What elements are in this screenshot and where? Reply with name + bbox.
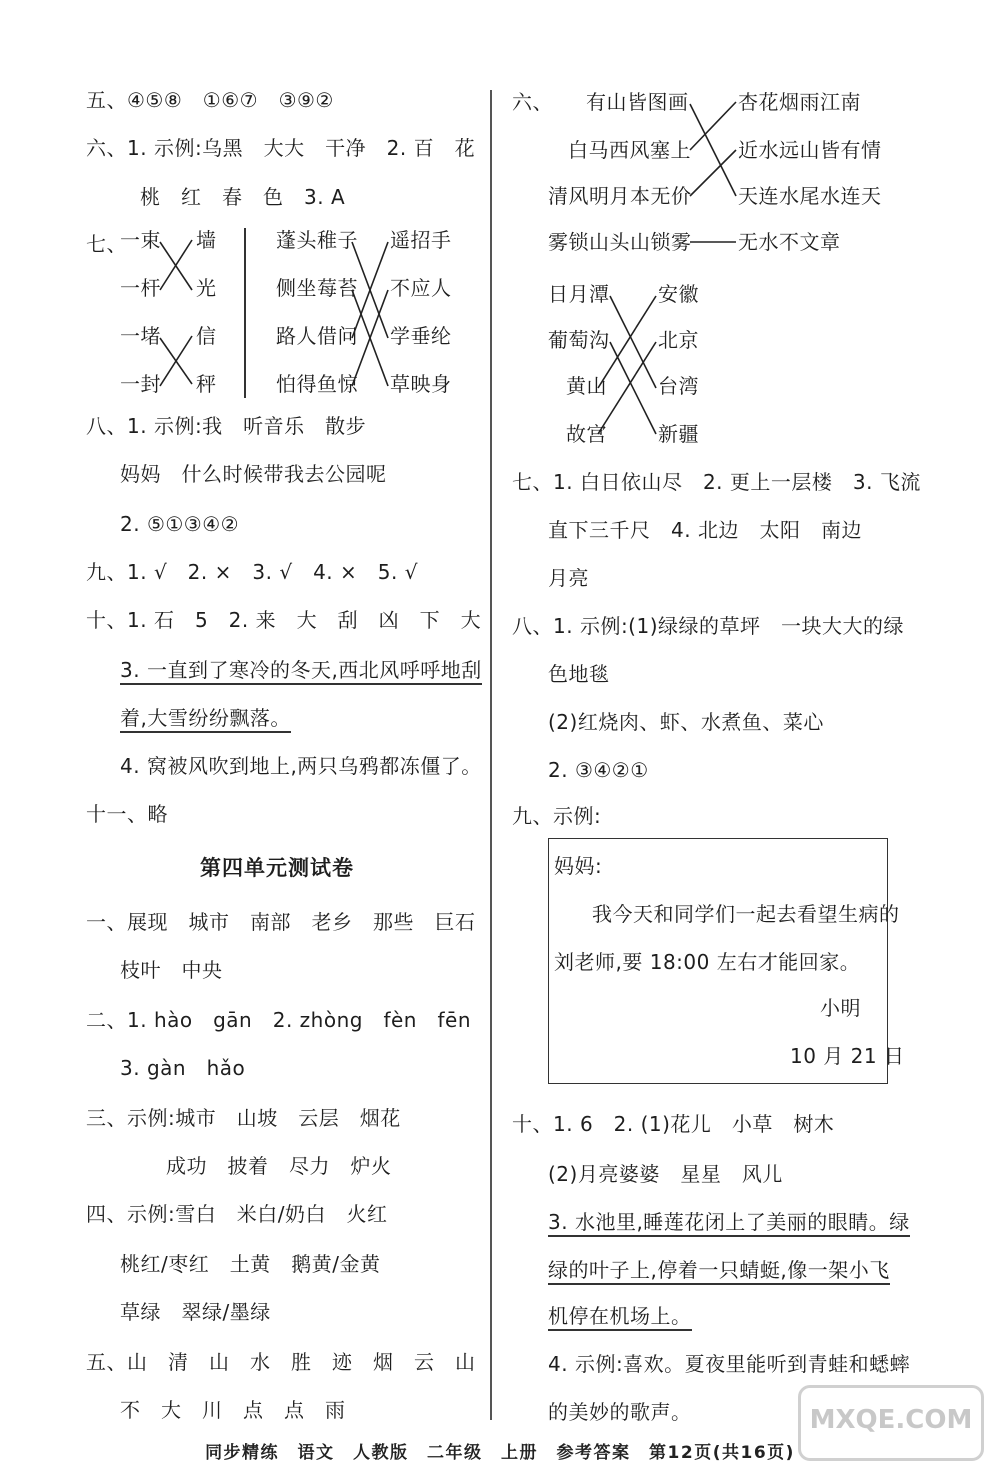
r7-line1: 七、1. 白日依山尽 2. 更上一层楼 3. 飞流 xyxy=(512,470,921,494)
note-body-line2: 刘老师,要 18:00 左右才能回家。 xyxy=(554,950,861,974)
q7-label: 七、 xyxy=(86,232,127,256)
r6-place-item: 故宫 xyxy=(566,422,607,446)
note-greeting: 妈妈: xyxy=(554,854,603,878)
unit-q5-line1: 五、山 清 山 水 胜 迹 烟 云 山 xyxy=(86,1350,476,1374)
q11-answer: 十一、略 xyxy=(86,802,168,826)
r10-line1: 十、1. 6 2. (1)花儿 小草 树木 xyxy=(512,1112,835,1136)
r6-right-item: 天连水尾水连天 xyxy=(738,184,882,208)
r8-line4: 2. ③④②① xyxy=(548,758,649,782)
unit-q3-line2: 成功 披着 尽力 炉火 xyxy=(166,1154,392,1178)
r6-label: 六、 xyxy=(512,90,553,114)
r6-right-item: 无水不文章 xyxy=(738,230,841,254)
r6-province-item: 新疆 xyxy=(658,422,699,446)
unit-q1-line2: 枝叶 中央 xyxy=(120,958,223,982)
underlined-sentence: 3. 水池里,睡莲花闭上了美丽的眼睛。绿 xyxy=(548,1210,910,1237)
match-line xyxy=(598,342,656,434)
match-line xyxy=(598,296,656,388)
r10-line7: 的美妙的歌声。 xyxy=(548,1400,692,1424)
q8-answer-line1: 八、1. 示例:我 听音乐 散步 xyxy=(86,414,367,438)
q7-left-item: 一束 xyxy=(120,228,161,252)
r6-place-item: 黄山 xyxy=(566,374,607,398)
unit-q5-line2: 不 大 川 点 点 雨 xyxy=(120,1398,346,1422)
r6-left-item: 雾锁山头山锁雾 xyxy=(548,230,692,254)
unit-q3-line1: 三、示例:城市 山坡 云层 烟花 xyxy=(86,1106,401,1130)
q7-poem-right: 遥招手 xyxy=(390,228,452,252)
q7-right-item: 秤 xyxy=(196,372,217,396)
underlined-sentence: 3. 一直到了寒冷的冬天,西北风呼呼地刮 xyxy=(120,658,482,685)
r8-line2: 色地毯 xyxy=(548,662,610,686)
unit-q4-line2: 桃红/枣红 土黄 鹅黄/金黄 xyxy=(120,1252,381,1276)
q6-answer-line2: 桃 红 春 色 3. A xyxy=(140,185,346,209)
r8-line1: 八、1. 示例:(1)绿绿的草坪 一块大大的绿 xyxy=(512,614,905,638)
match-line-hidden xyxy=(690,196,736,242)
r10-line6: 4. 示例:喜欢。夏夜里能听到青蛙和蟋蟀 xyxy=(548,1352,911,1376)
note-date: 10 月 21 日 xyxy=(790,1044,905,1068)
unit-title: 第四单元测试卷 xyxy=(200,856,354,880)
r8-line3: (2)红烧肉、虾、水煮鱼、菜心 xyxy=(548,710,824,734)
q7-poem-left: 蓬头稚子 xyxy=(276,228,358,252)
r6-left-item: 有山皆图画 xyxy=(586,90,689,114)
q7-poem-left: 怕得鱼惊 xyxy=(276,372,358,396)
q10-answer-line1: 十、1. 石 5 2. 来 大 刮 凶 下 大 xyxy=(86,608,482,632)
q7-poem-left: 侧坐莓苔 xyxy=(276,276,358,300)
q7-poem-right: 不应人 xyxy=(390,276,452,300)
match-line xyxy=(690,150,736,196)
match-line xyxy=(690,102,736,150)
r6-right-item: 杏花烟雨江南 xyxy=(738,90,861,114)
r9-label: 九、示例: xyxy=(512,804,602,828)
q5-answer: 五、④⑤⑧ ①⑥⑦ ③⑨② xyxy=(86,88,334,112)
q7-right-item: 墙 xyxy=(196,228,217,252)
r6-place-item: 葡萄沟 xyxy=(548,328,610,352)
underlined-sentence: 绿的叶子上,停着一只蜻蜓,像一架小飞 xyxy=(548,1258,890,1285)
q10-answer-line4: 4. 窝被风吹到地上,两只乌鸦都冻僵了。 xyxy=(120,754,482,778)
q9-answer: 九、1. √ 2. × 3. √ 4. × 5. √ xyxy=(86,560,418,584)
q7-right-item: 信 xyxy=(196,324,217,348)
match-line xyxy=(690,104,736,196)
unit-q4-line1: 四、示例:雪白 米白/奶白 火红 xyxy=(86,1202,388,1226)
r6-province-item: 台湾 xyxy=(658,374,699,398)
q8-answer-line3: 2. ⑤①③④② xyxy=(120,512,240,536)
note-body-line1: 我今天和同学们一起去看望生病的 xyxy=(592,902,900,926)
r6-province-item: 安徽 xyxy=(658,282,699,306)
q7-poem-right: 学垂纶 xyxy=(390,324,452,348)
unit-q1-line1: 一、展现 城市 南部 老乡 那些 巨石 xyxy=(86,910,476,934)
page-footer: 同步精练 语文 人教版 二年级 上册 参考答案 第12页(共16页) xyxy=(205,1443,795,1463)
q7-poem-left: 路人借问 xyxy=(276,324,358,348)
watermark-logo: MXQE.COM xyxy=(798,1385,984,1461)
r10-line2: (2)月亮婆婆 星星 风儿 xyxy=(548,1162,783,1186)
q7-left-item: 一堵 xyxy=(120,324,161,348)
r7-line2: 直下三千尺 4. 北边 太阳 南边 xyxy=(548,518,862,542)
q7-left-item: 一封 xyxy=(120,372,161,396)
r6-left-item: 清风明月本无价 xyxy=(548,184,692,208)
match-line xyxy=(610,296,656,388)
underlined-sentence: 机停在机场上。 xyxy=(548,1304,692,1331)
unit-q2-line2: 3. gàn hǎo xyxy=(120,1056,246,1080)
underlined-sentence: 着,大雪纷纷飘落。 xyxy=(120,706,291,733)
r6-place-item: 日月潭 xyxy=(548,282,610,306)
note-signature: 小明 xyxy=(820,996,861,1020)
q7-left-item: 一杆 xyxy=(120,276,161,300)
q7-right-item: 光 xyxy=(196,276,217,300)
r7-line3: 月亮 xyxy=(548,566,589,590)
q7-poem-right: 草映身 xyxy=(390,372,452,396)
r6-right-item: 近水远山皆有情 xyxy=(738,138,882,162)
r6-province-item: 北京 xyxy=(658,328,699,352)
r6-left-item: 白马西风塞上 xyxy=(568,138,691,162)
unit-q2-line1: 二、1. hào gān 2. zhòng fèn fēn xyxy=(86,1008,471,1032)
q8-answer-line2: 妈妈 什么时候带我去公园呢 xyxy=(120,462,387,486)
q6-answer-line1: 六、1. 示例:乌黑 大大 干净 2. 百 花 xyxy=(86,136,476,160)
match-line xyxy=(610,342,656,434)
unit-q4-line3: 草绿 翠绿/墨绿 xyxy=(120,1300,271,1324)
